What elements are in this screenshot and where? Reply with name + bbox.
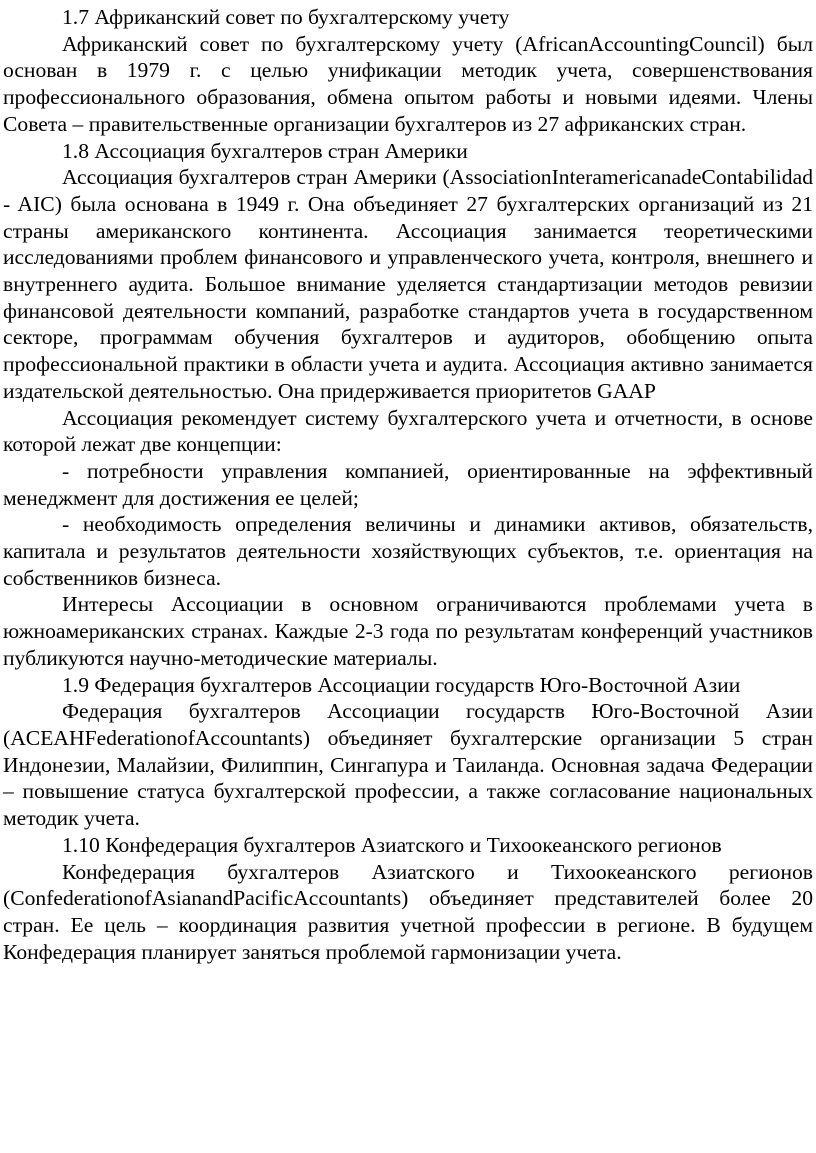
list-item: - потребности управления компанией, ориентированные на эффективный менеджмент для достижения ее целей; bbox=[3, 458, 813, 510]
section-heading-1-10: 1.10 Конфедерация бухгалтеров Азиатского и Тихоокеанского регионов bbox=[62, 832, 722, 857]
section-heading-1-8: 1.8 Ассоциация бухгалтеров стран Америки bbox=[62, 138, 468, 163]
section-heading-1-9: 1.9 Федерация бухгалтеров Ассоциации государств Юго-Восточной Азии bbox=[62, 672, 741, 697]
paragraph: Африканский совет по бухгалтерскому учету (AfricanAccountingCouncil) был основан в 1979 г. с целью унификации методик учета, совершенствования профессионального образования, обмена опытом работы и новыми идеями. Члены Совета – правительственные организации бухгалтеров из 27 африканских стран. bbox=[3, 31, 813, 136]
paragraph: Ассоциация бухгалтеров стран Америки (AssociationInteramericanadeContabilidad - AIC) была основана в 1949 г. Она объединяет 27 бухгалтерских организаций из 21 страны американского континента. Ассоциация занимается теоретическими исследованиями проблем финансового и управленческого учета, контроля, внешнего и внутреннего аудита. Большое внимание уделяется стандартизации методов ревизии финансовой деятельности компаний, разработке стандартов учета в государственном секторе, программам обучения бухгалтеров и аудиторов, обобщению опыта профессиональной практики в области учета и аудита. Ассоциация активно занимается издательской деятельностью. Она придерживается приоритетов GAAP bbox=[3, 165, 813, 403]
paragraph: Интересы Ассоциации в основном ограничиваются проблемами учета в южноамериканских странах. Каждые 2-3 года по результатам конференций участников публикуются научно-методические материалы. bbox=[3, 592, 813, 670]
paragraph: Конфедерация бухгалтеров Азиатского и Тихоокеанского регионов (ConfederationofAsianandPacificAccountants) объединяет представителей более 20 стран. Ее цель – координация развития учетной профессии в регионе. В будущем Конфедерация планирует заняться проблемой гармонизации учета. bbox=[3, 859, 813, 964]
paragraph: Ассоциация рекомендует систему бухгалтерского учета и отчетности, в основе которой лежат две концепции: bbox=[3, 405, 813, 457]
list-item: - необходимость определения величины и динамики активов, обязательств, капитала и результатов деятельности хозяйствующих субъектов, т.е. ориентация на собственников бизнеса. bbox=[3, 512, 813, 590]
section-heading-1-7: 1.7 Африканский совет по бухгалтерскому учету bbox=[62, 5, 510, 29]
paragraph: Федерация бухгалтеров Ассоциации государств Юго-Восточной Азии (ACEAHFederationofAccountants) объединяет бухгалтерские организации 5 стран Индонезии, Малайзии, Филиппин, Сингапура и Таиланда. Основная задача Федерации – повышение статуса бухгалтерской профессии, а также согласование национальных методик учета. bbox=[3, 699, 813, 831]
